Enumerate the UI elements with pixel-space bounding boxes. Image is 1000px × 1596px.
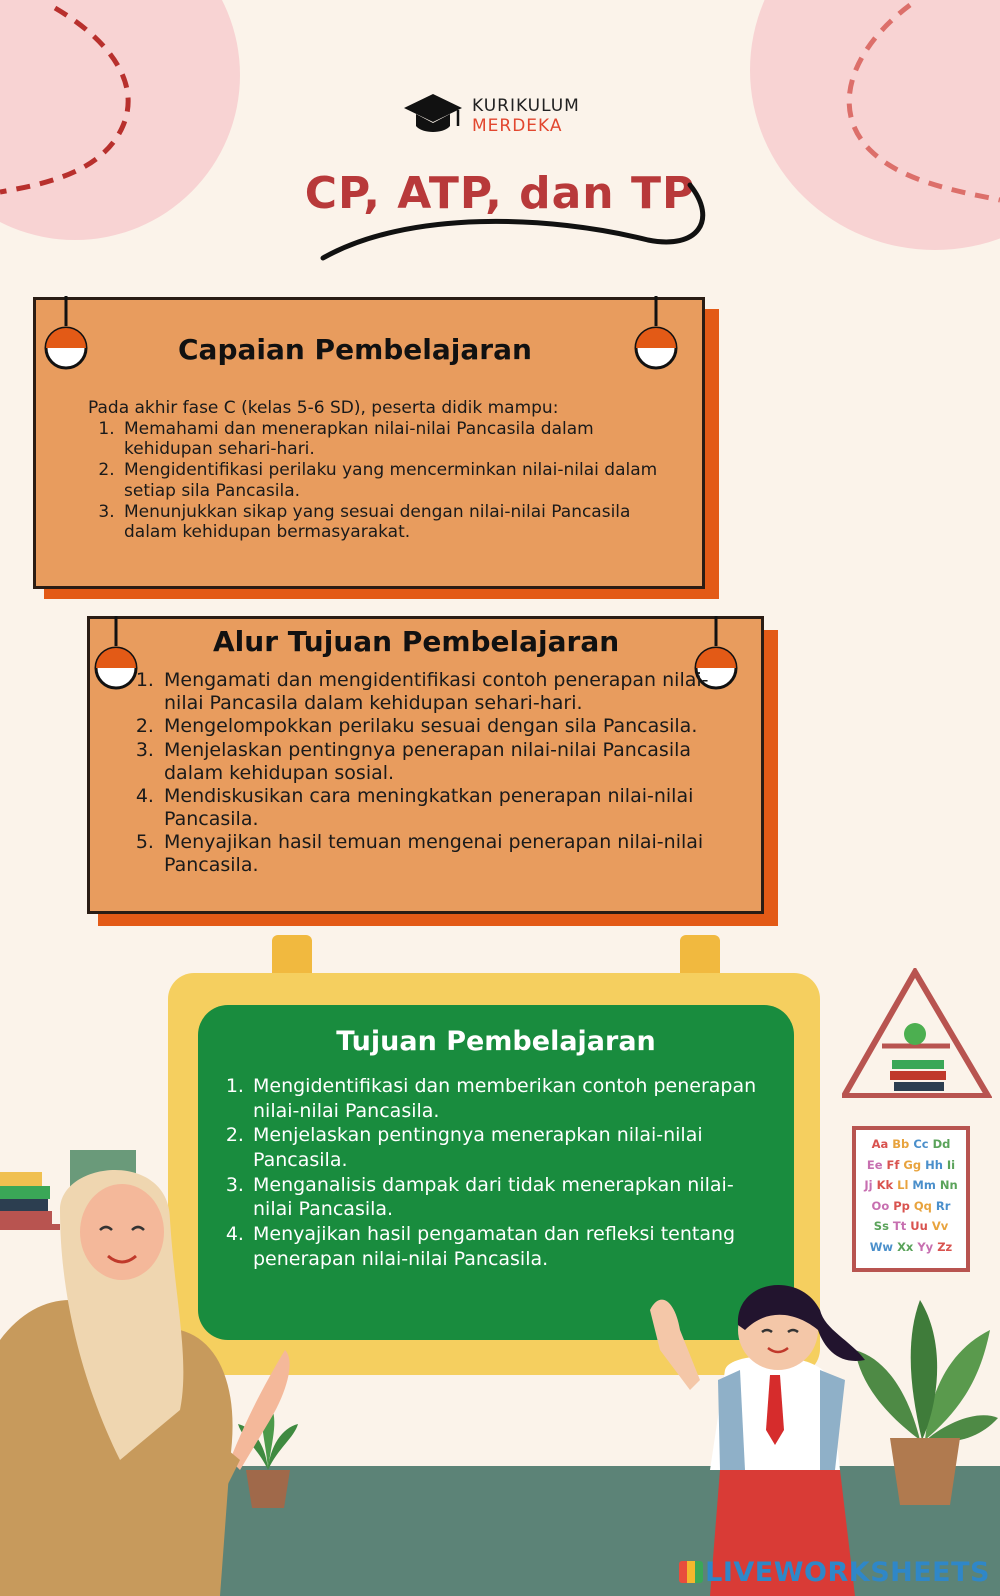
- title-swoosh: [318, 180, 718, 262]
- alphabet-letter-pair: Tt: [892, 1219, 911, 1233]
- alphabet-letter-pair: Gg: [903, 1157, 926, 1172]
- alphabet-letter-pair: Nn: [939, 1178, 958, 1192]
- list-item: 3. Menjelaskan pentingnya penerapan nilai-nilai Pancasila dalam kehidupan sosial.: [160, 739, 738, 785]
- alphabet-row: [856, 1196, 966, 1217]
- alphabet-letter-pair: Hh: [925, 1157, 947, 1172]
- list-item: 5. Menyajikan hasil temuan mengenai penerapan nilai-nilai Pancasila.: [160, 831, 738, 877]
- liveworksheets-watermark: [679, 1557, 990, 1588]
- alphabet-row: [856, 1134, 966, 1155]
- atp-title: Alur Tujuan Pembelajaran: [213, 625, 620, 658]
- alphabet-letter-pair: Xx: [897, 1239, 918, 1254]
- cp-intro: Pada akhir fase C (kelas 5-6 SD), peserta didik mampu:: [88, 398, 559, 418]
- list-item: 4. Mendiskusikan cara meningkatkan penerapan nilai-nilai Pancasila.: [160, 785, 738, 831]
- list-item: 1. Mengidentifikasi dan memberikan contoh penerapan nilai-nilai Pancasila.: [250, 1074, 768, 1123]
- alphabet-letter-pair: Dd: [932, 1137, 951, 1151]
- alphabet-letter-pair: Vv: [931, 1219, 949, 1233]
- alphabet-letter-pair: Zz: [937, 1239, 953, 1254]
- teacher-illustration: [0, 1160, 300, 1596]
- logo-line1: KURIKULUM: [472, 96, 580, 116]
- alphabet-chart: [852, 1126, 970, 1272]
- list-item: 1. Memahami dan menerapkan nilai-nilai Pancasila dalam kehidupan sehari-hari.: [120, 419, 678, 460]
- cp-content: [88, 398, 678, 543]
- list-item: 1. Mengamati dan mengidentifikasi contoh penerapan nilai-nilai Pancasila dalam kehidupan sehari-hari.: [160, 669, 738, 715]
- alphabet-letter-pair: Rr: [935, 1198, 951, 1213]
- student-illustration: [650, 1270, 900, 1596]
- alphabet-letter-pair: Ss: [873, 1219, 893, 1233]
- page-title: CP, ATP, dan TP: [304, 168, 696, 219]
- pin-icon: [40, 296, 100, 374]
- board-hanger-left: [272, 935, 312, 975]
- alphabet-letter-pair: Jj: [864, 1178, 877, 1192]
- alphabet-letter-pair: Ff: [886, 1157, 904, 1172]
- alphabet-row: [856, 1216, 966, 1237]
- board-hanger-right: [680, 935, 720, 975]
- triangle-shelf-icon: [842, 968, 992, 1098]
- alphabet-letter-pair: Ii: [946, 1157, 956, 1172]
- tp-list: [228, 1074, 768, 1272]
- atp-list: [138, 669, 738, 878]
- alphabet-letter-pair: Cc: [913, 1137, 933, 1151]
- tp-title: Tujuan Pembelajaran: [336, 1026, 656, 1057]
- list-item: 2. Mengidentifikasi perilaku yang mencerminkan nilai-nilai dalam setiap sila Pancasila.: [120, 460, 678, 501]
- alphabet-letter-pair: Aa: [871, 1137, 893, 1151]
- alphabet-letter-pair: Bb: [892, 1137, 914, 1151]
- alphabet-letter-pair: Qq: [913, 1198, 936, 1213]
- alphabet-row: [856, 1155, 966, 1176]
- tp-content: [228, 1074, 768, 1272]
- pin-icon: [630, 296, 690, 374]
- watermark-text: LIVEWORKSHEETS: [705, 1557, 990, 1588]
- alphabet-letter-pair: Ll: [897, 1178, 913, 1192]
- alphabet-letter-pair: Yy: [917, 1239, 938, 1254]
- list-item: 4. Menyajikan hasil pengamatan dan refleksi tentang penerapan nilai-nilai Pancasila.: [250, 1222, 768, 1271]
- alphabet-row: [856, 1237, 966, 1258]
- cp-title: Capaian Pembelajaran: [178, 333, 532, 366]
- alphabet-letter-pair: Kk: [876, 1178, 898, 1192]
- list-item: 2. Menjelaskan pentingnya menerapkan nilai-nilai Pancasila.: [250, 1123, 768, 1172]
- kurikulum-merdeka-logo: [402, 92, 602, 140]
- alphabet-letter-pair: Ee: [866, 1157, 887, 1172]
- alphabet-letter-pair: Oo: [871, 1198, 894, 1213]
- logo-line2: MERDEKA: [472, 116, 563, 136]
- list-item: 2. Mengelompokkan perilaku sesuai dengan sila Pancasila.: [160, 715, 738, 738]
- alphabet-letter-pair: Mm: [912, 1178, 940, 1192]
- alphabet-letter-pair: Pp: [893, 1198, 914, 1213]
- alphabet-letter-pair: Ww: [869, 1239, 898, 1254]
- list-item: 3. Menunjukkan sikap yang sesuai dengan nilai-nilai Pancasila dalam kehidupan bermasyarakat.: [120, 502, 678, 543]
- cp-list: [88, 419, 678, 543]
- alphabet-letter-pair: Uu: [910, 1219, 932, 1233]
- list-item: 3. Menganalisis dampak dari tidak menerapkan nilai-nilai Pancasila.: [250, 1173, 768, 1222]
- atp-content: [138, 669, 738, 878]
- liveworksheets-logo-icon: [679, 1561, 703, 1583]
- alphabet-row: [856, 1175, 966, 1196]
- graduation-cap-icon: [402, 92, 464, 140]
